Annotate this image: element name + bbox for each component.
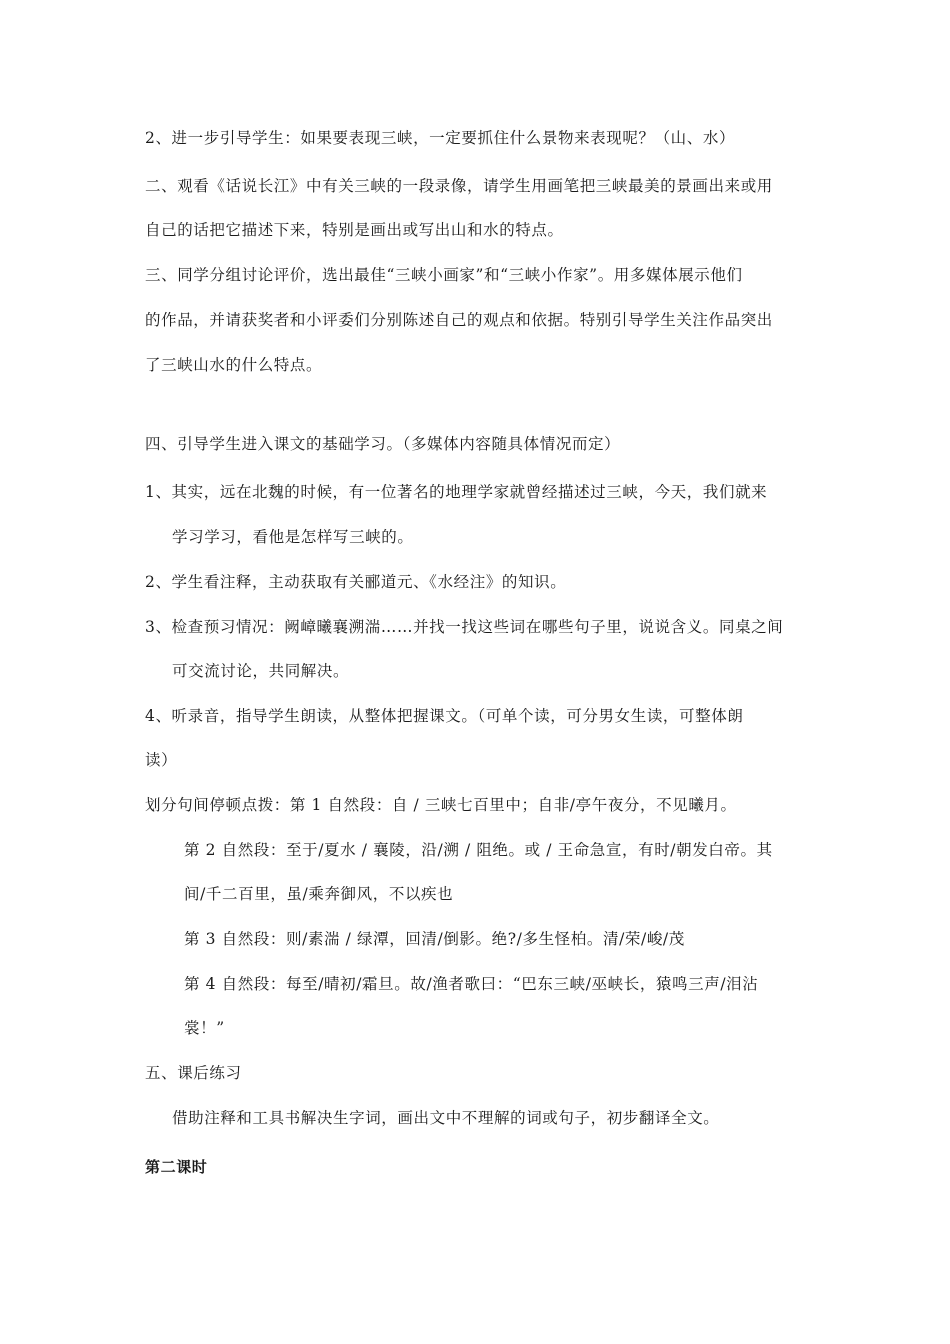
paragraph-line: 四、引导学生进入课文的基础学习。（多媒体内容随具体情况而定） [145, 435, 621, 453]
paragraph-line: 自己的话把它描述下来，特别是画出或写出山和水的特点。 [145, 221, 564, 239]
paragraph-line: 4、听录音，指导学生朗读，从整体把握课文。（可单个读，可分男女生读，可整体朗 [145, 707, 744, 725]
paragraph-line: 间/千二百里，虽/乘奔御风，不以疾也 [184, 885, 454, 903]
paragraph-line: 第 4 自然段：每至/晴初/霜旦。故/渔者歌曰：“巴东三峡/巫峡长，猿鸣三声/泪沾 [184, 975, 759, 993]
paragraph-line: 1、其实，远在北魏的时候，有一位著名的地理学家就曾经描述过三峡，今天，我们就来 [145, 483, 768, 501]
paragraph-line: 二、观看《话说长江》中有关三峡的一段录像，请学生用画笔把三峡最美的景画出来或用 [145, 177, 773, 195]
paragraph-line: 的作品，并请获奖者和小评委们分别陈述自己的观点和依据。特别引导学生关注作品突出 [145, 311, 773, 329]
paragraph-line: 裳！” [184, 1019, 225, 1037]
paragraph-line: 读） [145, 751, 178, 769]
section-heading: 五、课后练习 [145, 1064, 242, 1082]
paragraph-line: 可交流讨论，共同解决。 [172, 662, 350, 680]
paragraph-line: 2、进一步引导学生：如果要表现三峡，一定要抓住什么景物来表现呢？（山、水） [145, 129, 736, 147]
paragraph-line: 了三峡山水的什么特点。 [145, 356, 323, 374]
paragraph-line: 借助注释和工具书解决生字词，画出文中不理解的词或句子，初步翻译全文。 [172, 1109, 720, 1127]
paragraph-line: 第 2 自然段：至于/夏水 / 襄陵，沿/溯 / 阻绝。或 / 王命急宣，有时/朝发白帝。其 [184, 841, 773, 859]
paragraph-line: 划分句间停顿点拨：第 1 自然段：自 / 三峡七百里中；自非/亭午夜分，不见曦月。 [145, 796, 737, 814]
paragraph-line: 2、学生看注释，主动获取有关郦道元、《水经注》的知识。 [145, 573, 567, 591]
paragraph-line: 学习学习，看他是怎样写三峡的。 [172, 528, 414, 546]
paragraph-line: 三、同学分组讨论评价，选出最佳“三峡小画家”和“三峡小作家”。用多媒体展示他们 [145, 266, 743, 284]
paragraph-line: 3、检查预习情况：阙嶂曦襄溯湍……并找一找这些词在哪些句子里，说说含义。同桌之间 [145, 618, 784, 636]
lesson-heading: 第二课时 [145, 1158, 208, 1176]
paragraph-line: 第 3 自然段：则/素湍 / 绿潭，回清/倒影。绝?/多生怪柏。清/荣/峻/茂 [184, 930, 685, 948]
